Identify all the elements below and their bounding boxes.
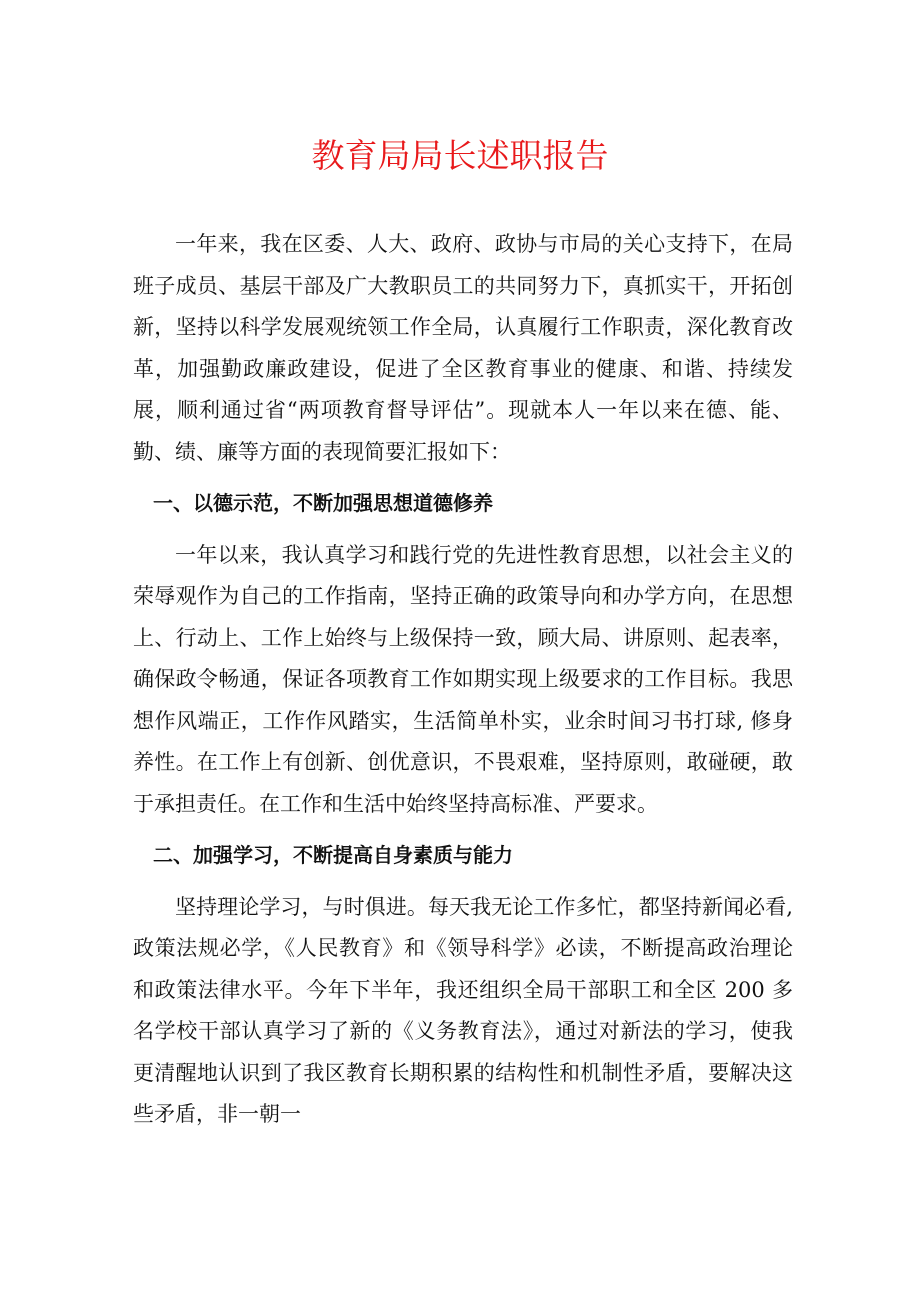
document-title: 教育局局长述职报告 (311, 136, 609, 175)
section-1-paragraph: 一年以来，我认真学习和践行党的先进性教育思想，以社会主义的荣辱观作为自己的工作指南，坚持正确的政策导向和办学方向，在思想上、行动上、工作上始终与上级保持一致，顾大局、讲原则、起表率，确保政令畅通，保证各项教育工作如期实现上级要求的工作目标。我思想作风端正，工作作风踏实，生活简单朴实，业余时间习书打球, 修身养性。在工作上有创新、创优意识，不畏艰难，坚持原则，敢碰硬，敢于承担责任。在工作和生活中始终坚持高标准、严要求。 (133, 542, 793, 816)
document-body (133, 224, 793, 1136)
section-2-paragraph: 坚持理论学习，与时俱进。每天我无论工作多忙，都坚持新闻必看, 政策法规必学，《人民教育》和《领导科学》必读，不断提高政治理论和政策法律水平。今年下半年，我还组织全局干部职工和全区 200 多名学校干部认真学习了新的《义务教育法》，通过对新法的学习，使我更清醒地认识到了我区教育长期积累的结构性和机制性矛盾，要解决这些矛盾，非一朝一 (133, 894, 793, 1126)
section-heading-1: 一、以德示范，不断加强思想道德修养 (153, 491, 493, 515)
intro-paragraph: 一年来，我在区委、人大、政府、政协与市局的关心支持下，在局班子成员、基层干部及广大教职员工的共同努力下，真抓实干，开拓创新，坚持以科学发展观统领工作全局，认真履行工作职责，深化教育改革，加强勤政廉政建设，促进了全区教育事业的健康、和谐、持续发展，顺利通过省“两项教育督导评估”。现就本人一年以来在德、能、勤、绩、廉等方面的表现简要汇报如下： (133, 232, 793, 464)
section-heading-2: 二、加强学习，不断提高自身素质与能力 (153, 843, 513, 867)
